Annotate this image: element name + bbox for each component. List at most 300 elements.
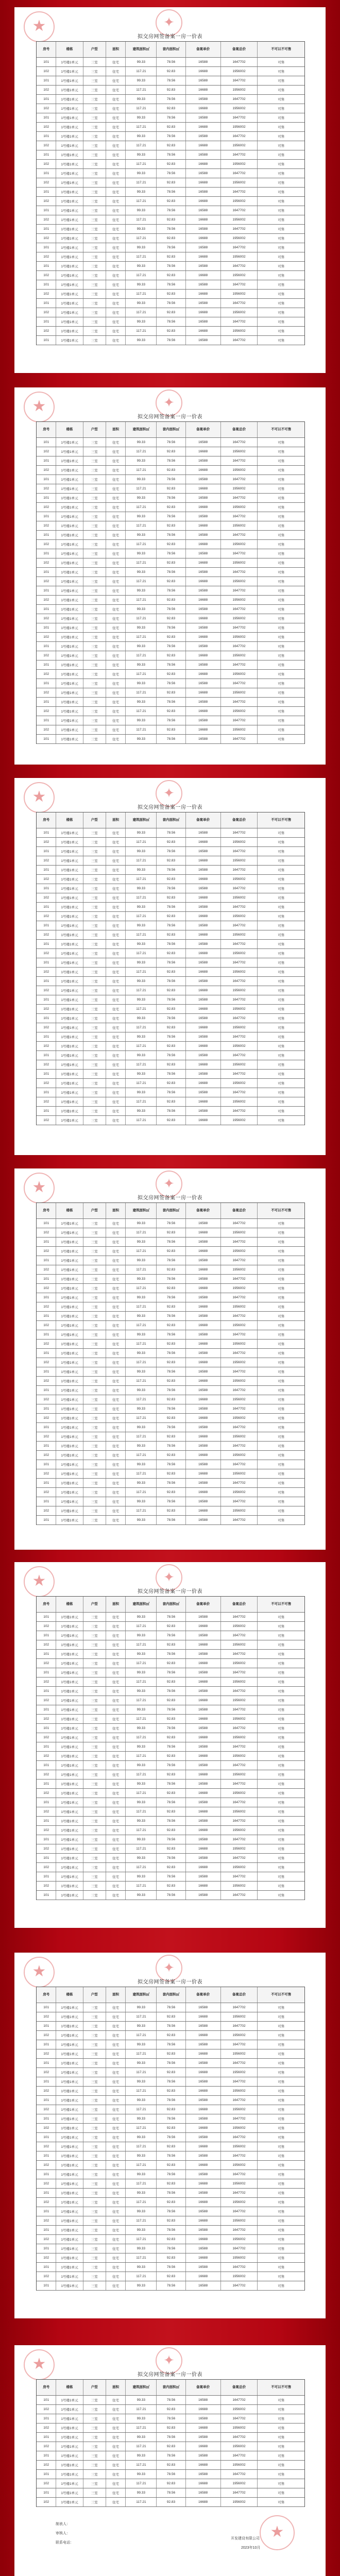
table-cell: 三室 xyxy=(83,2488,106,2497)
table-cell: 住宅 xyxy=(106,1349,126,1358)
table-cell: 16588 xyxy=(186,623,221,632)
table-cell: 1号楼1单元 xyxy=(56,1631,83,1640)
table-cell: 1647702 xyxy=(221,921,258,930)
table-cell: 三室 xyxy=(83,2442,106,2451)
table-cell: 可售 xyxy=(278,330,285,333)
table-cell: 117.21 xyxy=(126,1432,157,1441)
table-cell: 16588 xyxy=(186,2226,221,2234)
table-cell: 1647702 xyxy=(221,1687,258,1696)
table-cell: 102 xyxy=(37,160,56,168)
table-cell: 住宅 xyxy=(106,2114,126,2123)
table-cell: 92.83 xyxy=(157,123,185,131)
table-cell: 101 xyxy=(37,1761,56,1770)
table-cell: 117.21 xyxy=(126,2479,157,2488)
table-cell: 三室 xyxy=(83,2405,106,2414)
table-row xyxy=(37,596,304,605)
table-cell: 可售 xyxy=(278,1296,285,1300)
table-cell: 102 xyxy=(37,725,56,734)
table-cell: 92.83 xyxy=(157,2124,185,2132)
table-cell: 住宅 xyxy=(106,1432,126,1441)
table-cell: 99.33 xyxy=(126,958,157,967)
table-cell: 117.21 xyxy=(126,912,157,921)
table-cell: 住宅 xyxy=(106,327,126,335)
table-cell: 可售 xyxy=(278,1764,285,1768)
table-cell: 117.21 xyxy=(126,875,157,884)
table-cell: 92.83 xyxy=(157,2161,185,2170)
signature-contact: 联系电话： xyxy=(56,2541,74,2545)
table-cell: 1号楼1单元 xyxy=(56,847,83,856)
table-cell: 三室 xyxy=(83,2087,106,2095)
table-cell: 三室 xyxy=(83,1479,106,1487)
table-cell: 三室 xyxy=(83,317,106,326)
table-cell: 16588 xyxy=(186,2207,221,2216)
table-cell: 16588 xyxy=(186,1687,221,1696)
sheet-title: 拟交房网签备案一房一价表 xyxy=(138,1195,202,1201)
table-cell: 三室 xyxy=(83,225,106,233)
table-cell: 92.83 xyxy=(157,2424,185,2432)
table-cell: 可售 xyxy=(278,1625,285,1629)
table-cell: 16688 xyxy=(186,1377,221,1385)
table-cell: 78.56 xyxy=(157,336,185,345)
table-cell: 可售 xyxy=(278,2015,285,2019)
table-cell: 1647702 xyxy=(221,2226,258,2234)
table-cell: 78.56 xyxy=(157,1219,185,1228)
table-cell: 可售 xyxy=(278,191,285,194)
table-cell: 1号楼1单元 xyxy=(56,2170,83,2179)
table-cell: 1956002 xyxy=(221,2498,258,2506)
table-cell: 117.21 xyxy=(126,1696,157,1705)
table-cell: 可售 xyxy=(278,2090,285,2093)
table-cell: 78.56 xyxy=(157,2022,185,2030)
table-cell: 可售 xyxy=(278,1380,285,1383)
table-row xyxy=(37,2226,304,2235)
table-cell: 117.21 xyxy=(126,596,157,604)
table-cell: 1号楼1单元 xyxy=(56,336,83,345)
table-cell: 可售 xyxy=(278,2399,285,2402)
table-cell: 99.33 xyxy=(126,2226,157,2234)
header-cell: 备案总价 xyxy=(221,42,258,57)
table-cell: 可售 xyxy=(278,172,285,176)
table-cell: 住宅 xyxy=(106,2198,126,2207)
table-cell: 1647702 xyxy=(221,847,258,856)
table-cell: 三室 xyxy=(83,2179,106,2188)
price-sheet-2 xyxy=(14,387,326,765)
table-cell: 16688 xyxy=(186,875,221,884)
table-cell: 1号楼1单元 xyxy=(56,1668,83,1677)
table-cell: 1647702 xyxy=(221,1014,258,1023)
table-cell: 92.83 xyxy=(157,2235,185,2244)
table-cell: 可售 xyxy=(278,1736,285,1740)
table-cell: 16588 xyxy=(186,113,221,122)
table-cell: 1号楼1单元 xyxy=(56,679,83,688)
table-cell: 117.21 xyxy=(126,1060,157,1069)
table-cell: 16588 xyxy=(186,1516,221,1524)
table-cell: 1647702 xyxy=(221,2151,258,2160)
table-cell: 三室 xyxy=(83,1079,106,1088)
table-cell: 三室 xyxy=(83,930,106,939)
table-cell: 92.83 xyxy=(157,1733,185,1742)
table-cell: 16688 xyxy=(186,2235,221,2244)
table-cell: 1号楼1单元 xyxy=(56,531,83,539)
table-cell: 16588 xyxy=(186,735,221,743)
table-cell: 99.33 xyxy=(126,2488,157,2497)
table-row xyxy=(37,1088,304,1097)
table-cell: 1956002 xyxy=(221,2012,258,2021)
table-row xyxy=(37,234,304,243)
table-cell: 102 xyxy=(37,521,56,530)
table-cell: 1647702 xyxy=(221,1668,258,1677)
red-seal-icon: ★ xyxy=(24,2349,55,2380)
header-cell: 套内面积㎡ xyxy=(157,42,185,57)
table-cell: 1号楼1单元 xyxy=(56,317,83,326)
table-cell: 92.83 xyxy=(157,484,185,493)
table-cell: 102 xyxy=(37,2012,56,2021)
table-row xyxy=(37,280,304,290)
table-row xyxy=(37,1733,304,1742)
table-cell: 92.83 xyxy=(157,1395,185,1404)
table-cell: 78.56 xyxy=(157,698,185,706)
table-cell: 99.33 xyxy=(126,2040,157,2049)
table-cell: 16688 xyxy=(186,2161,221,2170)
table-row xyxy=(37,1488,304,1497)
header-cell: 户型 xyxy=(83,1597,106,1612)
table-cell: 78.56 xyxy=(157,1613,185,1621)
table-cell: 住宅 xyxy=(106,903,126,911)
table-cell: 101 xyxy=(37,1872,56,1881)
table-cell: 99.33 xyxy=(126,586,157,595)
table-cell: 三室 xyxy=(83,1844,106,1853)
table-cell: 78.56 xyxy=(157,958,185,967)
table-cell: 可售 xyxy=(278,608,285,612)
table-cell: 1956002 xyxy=(221,178,258,187)
table-cell: 16588 xyxy=(186,642,221,651)
table-cell: 99.33 xyxy=(126,940,157,948)
table-cell: 16588 xyxy=(186,2414,221,2423)
table-cell: 1956002 xyxy=(221,1005,258,1013)
table-row xyxy=(37,2244,304,2253)
table-row xyxy=(37,2498,304,2507)
table-cell: 99.33 xyxy=(126,76,157,85)
table-cell: 住宅 xyxy=(106,1724,126,1733)
table-cell: 住宅 xyxy=(106,2244,126,2253)
table-cell: 78.56 xyxy=(157,921,185,930)
table-cell: 78.56 xyxy=(157,1386,185,1395)
table-cell: 1号楼1单元 xyxy=(56,633,83,641)
table-cell: 1647702 xyxy=(221,512,258,521)
header-cell: 楼栋 xyxy=(56,1203,83,1218)
table-cell: 101 xyxy=(37,940,56,948)
table-cell: 三室 xyxy=(83,160,106,168)
table-cell: 1号楼1单元 xyxy=(56,642,83,651)
table-cell: 1956002 xyxy=(221,2424,258,2432)
table-cell: 1号楼1单元 xyxy=(56,1432,83,1441)
table-cell: 住宅 xyxy=(106,104,126,113)
table-row xyxy=(37,1023,304,1032)
table-cell: 16688 xyxy=(186,67,221,76)
table-cell: 101 xyxy=(37,1668,56,1677)
table-cell: 1647702 xyxy=(221,2396,258,2404)
table-cell: 78.56 xyxy=(157,1497,185,1506)
table-cell: 可售 xyxy=(278,617,285,621)
table-cell: 三室 xyxy=(83,1863,106,1872)
table-cell: 可售 xyxy=(278,2275,285,2279)
table-cell: 1956002 xyxy=(221,1451,258,1460)
table-cell: 102 xyxy=(37,1097,56,1106)
table-cell: 92.83 xyxy=(157,1469,185,1478)
table-cell: 1647702 xyxy=(221,1780,258,1788)
table-cell: 16688 xyxy=(186,1863,221,1872)
table-cell: 1号楼1单元 xyxy=(56,660,83,669)
table-cell: 16588 xyxy=(186,2096,221,2105)
table-cell: 住宅 xyxy=(106,1367,126,1376)
table-cell: 117.21 xyxy=(126,2124,157,2132)
table-cell: 16688 xyxy=(186,123,221,131)
table-cell: 1647702 xyxy=(221,1705,258,1714)
table-cell: 117.21 xyxy=(126,2161,157,2170)
header-cell: 房号 xyxy=(37,422,56,437)
table-row xyxy=(37,1005,304,1014)
table-cell: 住宅 xyxy=(106,1060,126,1069)
table-row xyxy=(37,2012,304,2022)
table-cell: 16688 xyxy=(186,986,221,995)
table-cell: 可售 xyxy=(278,2080,285,2084)
table-cell: 1647702 xyxy=(221,1349,258,1358)
table-cell: 1号楼1单元 xyxy=(56,132,83,141)
price-table xyxy=(36,41,305,345)
table-row xyxy=(37,2059,304,2068)
table-cell: 117.21 xyxy=(126,1752,157,1760)
table-cell: 101 xyxy=(37,568,56,577)
table-cell: 117.21 xyxy=(126,1377,157,1385)
table-cell: 可售 xyxy=(278,2464,285,2467)
table-cell: 16588 xyxy=(186,1479,221,1487)
table-cell: 78.56 xyxy=(157,2059,185,2067)
table-cell: 101 xyxy=(37,995,56,1004)
table-cell: 1647702 xyxy=(221,623,258,632)
table-cell: 1号楼1单元 xyxy=(56,1733,83,1742)
table-row xyxy=(37,438,304,447)
table-cell: 可售 xyxy=(278,691,285,695)
table-cell: 117.21 xyxy=(126,986,157,995)
table-cell: 117.21 xyxy=(126,1414,157,1422)
table-cell: 住宅 xyxy=(106,1844,126,1853)
table-cell: 住宅 xyxy=(106,188,126,196)
table-cell: 16588 xyxy=(186,2470,221,2479)
table-cell: 102 xyxy=(37,2461,56,2469)
table-cell: 可售 xyxy=(278,441,285,445)
table-cell: 78.56 xyxy=(157,1516,185,1524)
table-cell: 1956002 xyxy=(221,104,258,113)
table-cell: 99.33 xyxy=(126,1014,157,1023)
table-cell: 102 xyxy=(37,1284,56,1293)
table-cell: 1号楼1单元 xyxy=(56,930,83,939)
table-cell: 住宅 xyxy=(106,1696,126,1705)
table-cell: 92.83 xyxy=(157,521,185,530)
table-cell: 16688 xyxy=(186,2068,221,2077)
table-cell: 1647702 xyxy=(221,2022,258,2030)
price-table xyxy=(36,1596,305,1900)
table-cell: 住宅 xyxy=(106,1488,126,1497)
table-cell: 三室 xyxy=(83,1506,106,1515)
table-row xyxy=(37,169,304,178)
table-cell: 住宅 xyxy=(106,197,126,206)
table-cell: 住宅 xyxy=(106,670,126,679)
table-cell: 78.56 xyxy=(157,2040,185,2049)
table-cell: 117.21 xyxy=(126,521,157,530)
table-cell: 三室 xyxy=(83,586,106,595)
table-cell: 1号楼1单元 xyxy=(56,503,83,512)
table-cell: 住宅 xyxy=(106,1854,126,1862)
round-stamp-icon: ✦ xyxy=(156,2347,182,2374)
table-row xyxy=(37,1798,304,1807)
table-cell: 16688 xyxy=(186,1733,221,1742)
table-cell: 16588 xyxy=(186,977,221,986)
table-row xyxy=(37,1032,304,1042)
table-cell: 三室 xyxy=(83,1023,106,1032)
table-cell: 92.83 xyxy=(157,2012,185,2021)
table-cell: 117.21 xyxy=(126,503,157,512)
header-cell: 备案单价 xyxy=(186,1203,221,1218)
table-cell: 102 xyxy=(37,2068,56,2077)
table-cell: 住宅 xyxy=(106,828,126,837)
table-cell: 三室 xyxy=(83,1386,106,1395)
table-cell: 住宅 xyxy=(106,1891,126,1900)
table-cell: 可售 xyxy=(278,1352,285,1355)
table-cell: 78.56 xyxy=(157,76,185,85)
table-cell: 16688 xyxy=(186,503,221,512)
table-cell: 住宅 xyxy=(106,614,126,623)
table-cell: 101 xyxy=(37,1705,56,1714)
table-cell: 16588 xyxy=(186,1742,221,1751)
table-cell: 住宅 xyxy=(106,549,126,558)
table-cell: 16588 xyxy=(186,95,221,104)
table-cell: 1号楼1单元 xyxy=(56,299,83,308)
table-cell: 住宅 xyxy=(106,1014,126,1023)
table-cell: 16588 xyxy=(186,1275,221,1283)
table-cell: 16588 xyxy=(186,1312,221,1320)
table-cell: 102 xyxy=(37,2498,56,2506)
table-cell: 117.21 xyxy=(126,327,157,335)
table-cell: 住宅 xyxy=(106,336,126,345)
table-cell: 可售 xyxy=(278,934,285,937)
table-cell: 可售 xyxy=(278,1885,285,1888)
table-cell: 102 xyxy=(37,1060,56,1069)
header-cell: 楼栋 xyxy=(56,2380,83,2395)
table-cell: 三室 xyxy=(83,466,106,474)
round-stamp-icon: ✦ xyxy=(156,1171,182,1197)
table-cell: 1647702 xyxy=(221,866,258,874)
table-cell: 102 xyxy=(37,688,56,697)
table-row xyxy=(37,716,304,725)
table-cell: 101 xyxy=(37,456,56,465)
table-cell: 1号楼1单元 xyxy=(56,1826,83,1835)
header-cell: 不可以不可售 xyxy=(271,1209,292,1212)
table-cell: 78.56 xyxy=(157,549,185,558)
header-cell: 面积 xyxy=(106,1597,126,1612)
table-row xyxy=(37,1770,304,1780)
table-row xyxy=(37,1330,304,1340)
table-cell: 1号楼1单元 xyxy=(56,141,83,150)
table-cell: 16688 xyxy=(186,2105,221,2114)
table-cell: 117.21 xyxy=(126,2049,157,2058)
table-cell: 可售 xyxy=(278,1866,285,1870)
table-header xyxy=(37,1987,304,2003)
table-cell: 可售 xyxy=(278,543,285,547)
table-cell: 三室 xyxy=(83,1780,106,1788)
table-cell: 1647702 xyxy=(221,1070,258,1078)
table-cell: 102 xyxy=(37,503,56,512)
table-cell: 102 xyxy=(37,178,56,187)
table-cell: 101 xyxy=(37,1238,56,1246)
table-cell: 16688 xyxy=(186,2179,221,2188)
table-cell: 可售 xyxy=(278,478,285,482)
table-cell: 1647702 xyxy=(221,132,258,141)
table-cell: 1647702 xyxy=(221,1312,258,1320)
table-cell: 三室 xyxy=(83,308,106,317)
table-cell: 117.21 xyxy=(126,2216,157,2225)
table-cell: 1号楼1单元 xyxy=(56,977,83,986)
table-cell: 可售 xyxy=(278,2257,285,2260)
table-cell: 1号楼1单元 xyxy=(56,2087,83,2095)
table-cell: 16588 xyxy=(186,336,221,345)
table-cell: 住宅 xyxy=(106,1807,126,1816)
table-cell: 102 xyxy=(37,2198,56,2207)
table-cell: 1956002 xyxy=(221,838,258,846)
table-row xyxy=(37,1107,304,1116)
table-cell: 117.21 xyxy=(126,2031,157,2040)
header-cell: 建筑面积㎡ xyxy=(126,422,157,437)
table-cell: 1号楼1单元 xyxy=(56,2281,83,2290)
table-cell: 三室 xyxy=(83,2498,106,2506)
table-cell: 住宅 xyxy=(106,1826,126,1835)
table-row xyxy=(37,1677,304,1687)
table-cell: 1号楼1单元 xyxy=(56,995,83,1004)
table-cell: 可售 xyxy=(278,1333,285,1337)
table-cell: 可售 xyxy=(278,878,285,882)
table-cell: 16688 xyxy=(186,614,221,623)
table-cell: 住宅 xyxy=(106,484,126,493)
table-cell: 1956002 xyxy=(221,123,258,131)
table-row xyxy=(37,856,304,866)
table-cell: 三室 xyxy=(83,1238,106,1246)
table-cell: 117.21 xyxy=(126,540,157,549)
table-row xyxy=(37,2049,304,2059)
table-cell: 92.83 xyxy=(157,1060,185,1069)
table-cell: 可售 xyxy=(278,1500,285,1504)
table-cell: 可售 xyxy=(278,1343,285,1346)
table-cell: 住宅 xyxy=(106,698,126,706)
table-cell: 101 xyxy=(37,169,56,178)
table-row xyxy=(37,1238,304,1247)
red-seal-icon: ★ xyxy=(24,1566,55,1597)
table-cell: 1号楼1单元 xyxy=(56,651,83,660)
table-cell: 1号楼1单元 xyxy=(56,290,83,298)
table-cell: 三室 xyxy=(83,1432,106,1441)
table-cell: 16688 xyxy=(186,2012,221,2021)
table-cell: 16588 xyxy=(186,2133,221,2142)
table-cell: 可售 xyxy=(278,961,285,965)
table-cell: 101 xyxy=(37,132,56,141)
table-cell: 住宅 xyxy=(106,2170,126,2179)
table-cell: 三室 xyxy=(83,234,106,243)
table-cell: 三室 xyxy=(83,243,106,252)
table-cell: 101 xyxy=(37,679,56,688)
table-cell: 1956002 xyxy=(221,670,258,679)
table-cell: 住宅 xyxy=(106,1752,126,1760)
table-row xyxy=(37,838,304,847)
table-cell: 三室 xyxy=(83,1826,106,1835)
table-cell: 住宅 xyxy=(106,1256,126,1265)
